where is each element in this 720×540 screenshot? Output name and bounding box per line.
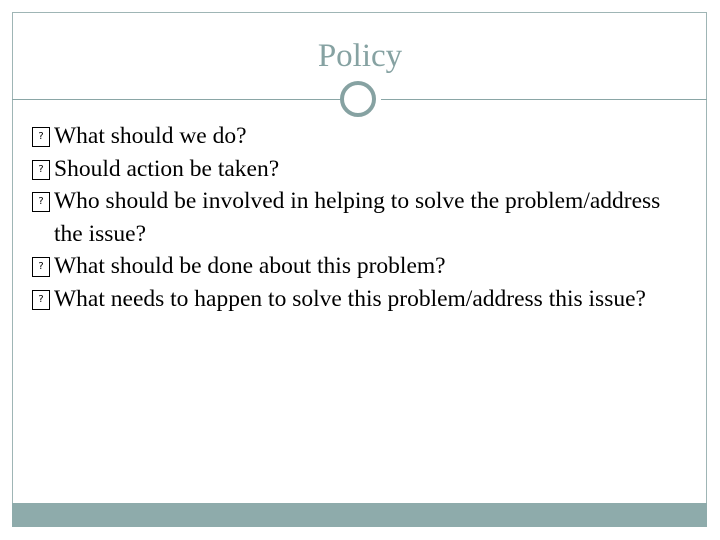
title-divider-left xyxy=(12,99,341,100)
slide-title: Policy xyxy=(317,38,403,74)
bullet-item xyxy=(32,283,692,316)
bullet-text: What should we do? xyxy=(54,123,247,149)
missing-glyph-icon: ? xyxy=(32,290,50,310)
bullet-item xyxy=(32,185,692,250)
bullet-list xyxy=(32,120,692,315)
missing-glyph-icon: ? xyxy=(32,257,50,277)
divider-circle-ornament xyxy=(340,81,376,117)
missing-glyph-icon: ? xyxy=(32,160,50,180)
bullet-item xyxy=(32,120,692,153)
bullet-item xyxy=(32,250,692,283)
bullet-text: Should action be taken? xyxy=(54,155,280,182)
bullet-text: What should be done about this problem? xyxy=(54,253,446,279)
bullet-text: Who should be involved in helping to solve the problem/address the issue? xyxy=(54,188,661,247)
bullet-text: What needs to happen to solve this problem/address this issue? xyxy=(54,285,646,312)
bullet-item xyxy=(32,153,692,186)
missing-glyph-icon: ? xyxy=(32,127,50,147)
missing-glyph-icon: ? xyxy=(32,192,50,212)
title-divider-right xyxy=(381,99,707,100)
footer-accent-bar xyxy=(12,503,707,527)
